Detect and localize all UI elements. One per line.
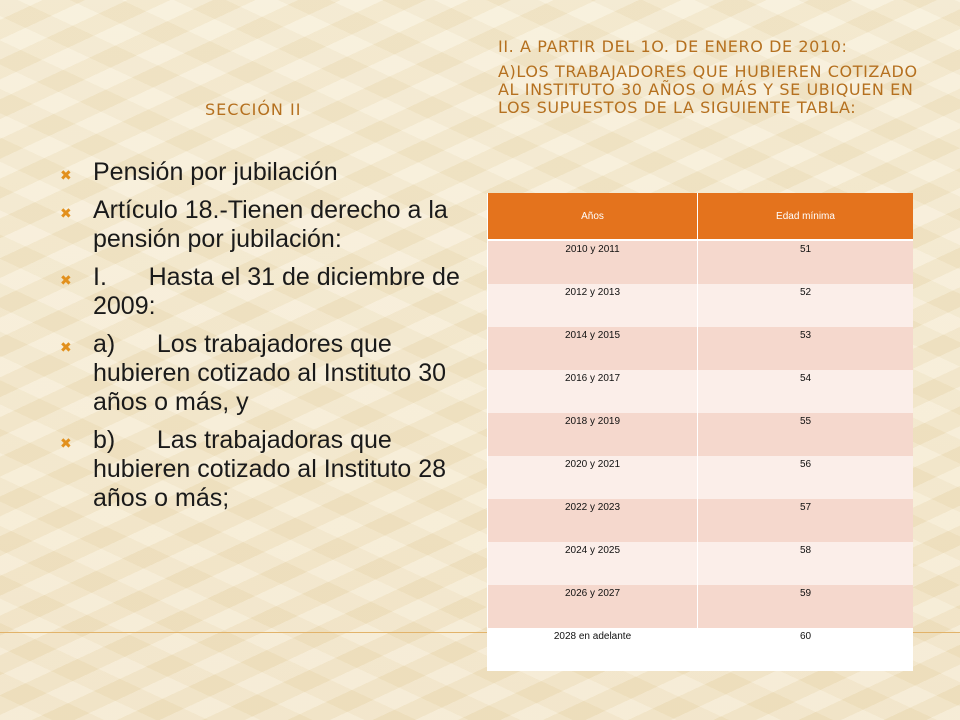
cell-years: 2014 y 2015 — [488, 327, 698, 370]
right-heading — [498, 38, 918, 124]
cell-years: 2020 y 2021 — [488, 456, 698, 499]
cell-age: 53 — [698, 327, 914, 370]
bullet-item: ✖ Pensión por jubilación — [60, 158, 465, 187]
cell-years: 2016 y 2017 — [488, 370, 698, 413]
table-row — [488, 240, 914, 284]
bullet-item: ✖ I. Hasta el 31 de diciembre de 2009: — [60, 263, 467, 320]
table-row — [488, 284, 914, 327]
bullet-item: ✖ b) Las trabajadoras que hubieren cotizado al Instituto 28 años o más; — [60, 426, 453, 512]
cell-years: 2022 y 2023 — [488, 499, 698, 542]
cell-age: 52 — [698, 284, 914, 327]
table-row — [488, 585, 914, 628]
table-row — [488, 628, 914, 671]
cell-years: 2028 en adelante — [488, 628, 698, 671]
section-heading: SECCIÓN II — [205, 100, 302, 119]
right-heading-line-2: A)LOS TRABAJADORES QUE HUBIEREN COTIZADO AL INSTITUTO 30 AÑOS O MÁS Y SE UBIQUEN EN LOS SUPUESTOS DE LA SIGUIENTE TABLA: — [498, 62, 918, 117]
cell-years: 2026 y 2027 — [488, 585, 698, 628]
bullet-item: ✖ Artículo 18.-Tienen derecho a la pensión por jubilación: — [60, 196, 448, 253]
age-table — [487, 193, 913, 671]
header-years: Años — [488, 193, 698, 240]
cell-age: 55 — [698, 413, 914, 456]
cell-age: 51 — [698, 240, 914, 284]
cell-age: 59 — [698, 585, 914, 628]
table-row — [488, 456, 914, 499]
cell-age: 54 — [698, 370, 914, 413]
bullet-list — [60, 158, 465, 522]
table-row — [488, 327, 914, 370]
table-row — [488, 542, 914, 585]
cell-age: 58 — [698, 542, 914, 585]
table-row — [488, 413, 914, 456]
table-row — [488, 370, 914, 413]
table-row — [488, 499, 914, 542]
star-bullet-icon: ✖ — [60, 205, 72, 221]
star-bullet-icon: ✖ — [60, 272, 72, 288]
cell-years: 2024 y 2025 — [488, 542, 698, 585]
star-bullet-icon: ✖ — [60, 339, 72, 355]
cell-years: 2018 y 2019 — [488, 413, 698, 456]
star-bullet-icon: ✖ — [60, 167, 72, 183]
right-heading-line-1: II. A PARTIR DEL 1O. DE ENERO DE 2010: — [498, 37, 848, 56]
header-min-age: Edad mínima — [698, 193, 914, 240]
cell-age: 57 — [698, 499, 914, 542]
cell-years: 2010 y 2011 — [488, 240, 698, 284]
table-header-row — [488, 193, 914, 240]
star-bullet-icon: ✖ — [60, 435, 72, 451]
cell-age: 60 — [698, 628, 914, 671]
cell-years: 2012 y 2013 — [488, 284, 698, 327]
cell-age: 56 — [698, 456, 914, 499]
bullet-item: ✖ a) Los trabajadores que hubieren cotizado al Instituto 30 años o más, y — [60, 330, 453, 416]
